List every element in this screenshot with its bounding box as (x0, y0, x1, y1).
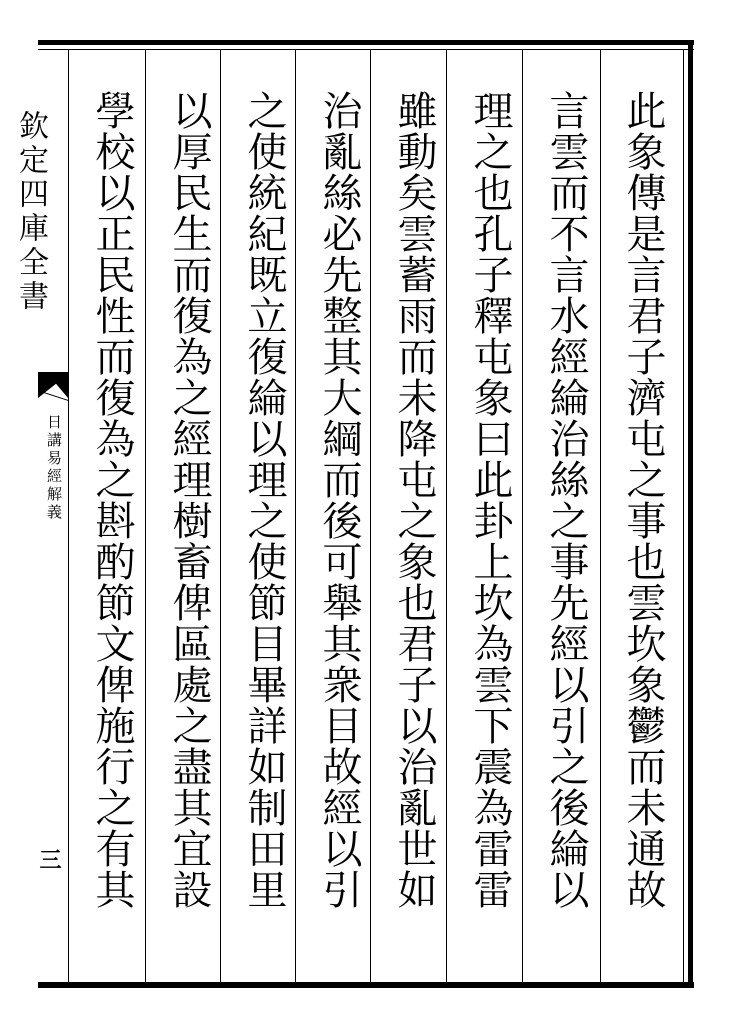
page-number: 三 (36, 848, 62, 870)
book-title: 欽定四庫全書 (13, 110, 48, 314)
column-rule (370, 50, 371, 982)
frame-right-inner-border (683, 49, 684, 983)
text-column-7: 以厚民生而復為之經理樹畜俾區處之盡其宜設 (166, 90, 212, 910)
text-column-5: 治亂絲必先整其大綱而後可舉其衆目故經以引 (316, 90, 362, 910)
text-column-1: 此象傳是言君子濟屯之事也雲坎象鬱而未通故 (620, 90, 666, 910)
frame-top-border (38, 40, 694, 45)
text-column-8: 學校以正民性而復為之斟酌節文俾施行之有其 (89, 90, 135, 910)
column-rule (522, 50, 523, 982)
margin-strip (0, 50, 68, 982)
section-title: 日講易經解義 (45, 414, 63, 522)
frame-top-inner-border (38, 49, 694, 50)
column-rule (68, 50, 69, 982)
column-rule (220, 50, 221, 982)
column-rule (145, 50, 146, 982)
text-column-6: 之使統紀既立復綸以理之使節目畢詳如制田里 (241, 90, 287, 910)
frame-right-border (688, 40, 693, 988)
frame-bottom-border (38, 982, 694, 988)
text-column-4: 雖動矣雲蓄雨而未降屯之象也君子以治亂世如 (391, 90, 437, 910)
text-column-3: 理之也孔子釋屯象曰此卦上坎為雲下震為雷雷 (467, 90, 513, 910)
column-rule (600, 50, 601, 982)
column-rule (446, 50, 447, 982)
text-column-2: 言雲而不言水經綸治絲之事先經以引之後綸以 (543, 90, 589, 910)
column-rule (295, 50, 296, 982)
